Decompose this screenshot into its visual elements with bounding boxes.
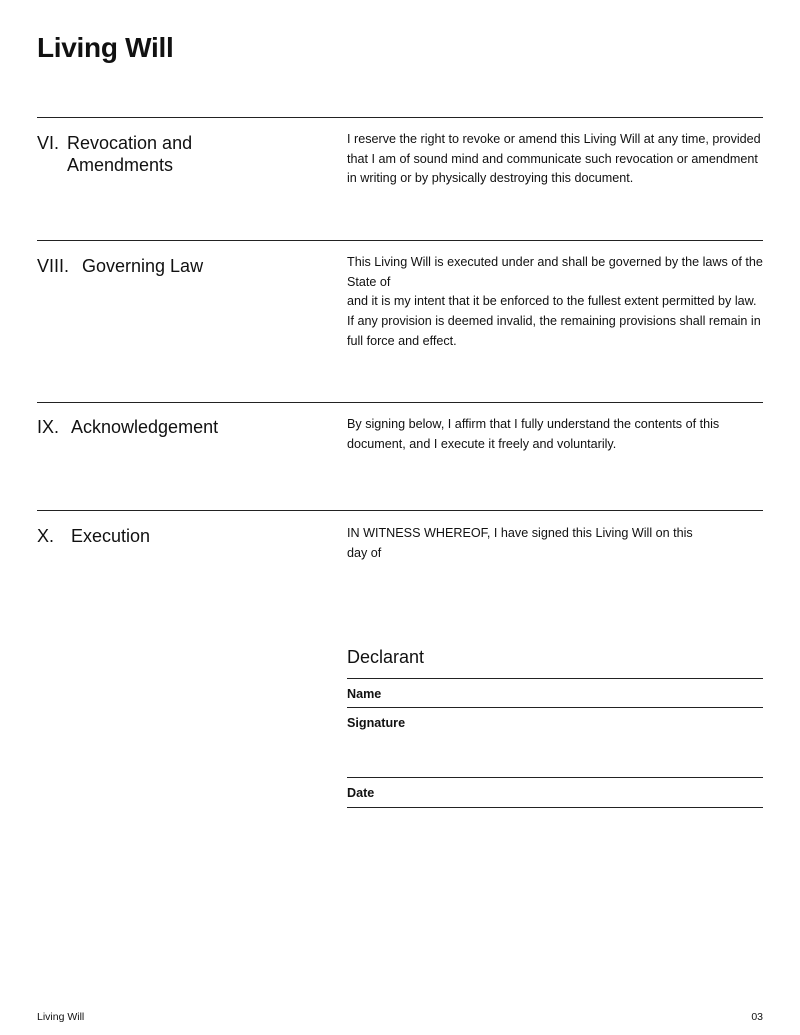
section-heading-governing-law — [37, 255, 327, 277]
section-divider — [37, 402, 763, 403]
footer-document-title: Living Will — [37, 1011, 85, 1023]
section-body-governing-law — [347, 253, 765, 352]
section-title: Acknowledgement — [71, 417, 219, 437]
section-title-line: Amendments — [67, 155, 174, 175]
section-number: VIII. — [37, 256, 70, 276]
section-title: Governing Law — [82, 256, 204, 276]
section-paragraph: This Living Will is executed under and shall be governed by the laws of the State of — [347, 255, 763, 289]
section-divider — [37, 117, 763, 118]
date-field-line — [347, 807, 763, 808]
section-title: Execution — [71, 526, 151, 546]
section-heading-acknowledgement — [37, 416, 327, 438]
page-title: Living Will — [37, 32, 174, 63]
field-divider — [347, 678, 763, 679]
section-body-acknowledgement — [347, 415, 765, 454]
section-body-execution — [347, 524, 765, 563]
date-field-label: Date — [347, 786, 375, 800]
section-paragraph: IN WITNESS WHEREOF, I have signed this Living Will on this — [347, 526, 693, 540]
section-divider — [37, 240, 763, 241]
signature-field-label: Signature — [347, 716, 406, 730]
section-number: IX. — [37, 417, 60, 437]
section-title — [67, 132, 327, 176]
section-paragraph: day of — [347, 545, 382, 560]
section-heading-execution — [37, 525, 327, 547]
section-divider — [37, 510, 763, 511]
section-paragraph: By signing below, I affirm that I fully understand the contents of this document, and I execute it freely and voluntarily. — [347, 417, 720, 451]
section-heading-revocation — [37, 132, 327, 176]
section-body-revocation — [347, 130, 765, 189]
section-number: VI. — [37, 133, 60, 153]
section-paragraph: and it is my intent that it be enforced to the fullest extent permitted by law. If any provision is deemed invalid, the remaining provisions shall remain in full force and effect. — [347, 294, 761, 348]
page-number: 03 — [751, 1011, 763, 1023]
section-paragraph: I reserve the right to revoke or amend this Living Will at any time, provided that I am of sound mind and communicate such revocation or amendment in writing or by physically destroying this document. — [347, 132, 761, 186]
section-number: X. — [37, 526, 55, 546]
section-title-line: Revocation and — [67, 133, 193, 153]
name-field-line — [347, 707, 763, 708]
name-field-label: Name — [347, 687, 382, 701]
declarant-heading: Declarant — [347, 647, 425, 667]
signature-field-line — [347, 777, 763, 778]
